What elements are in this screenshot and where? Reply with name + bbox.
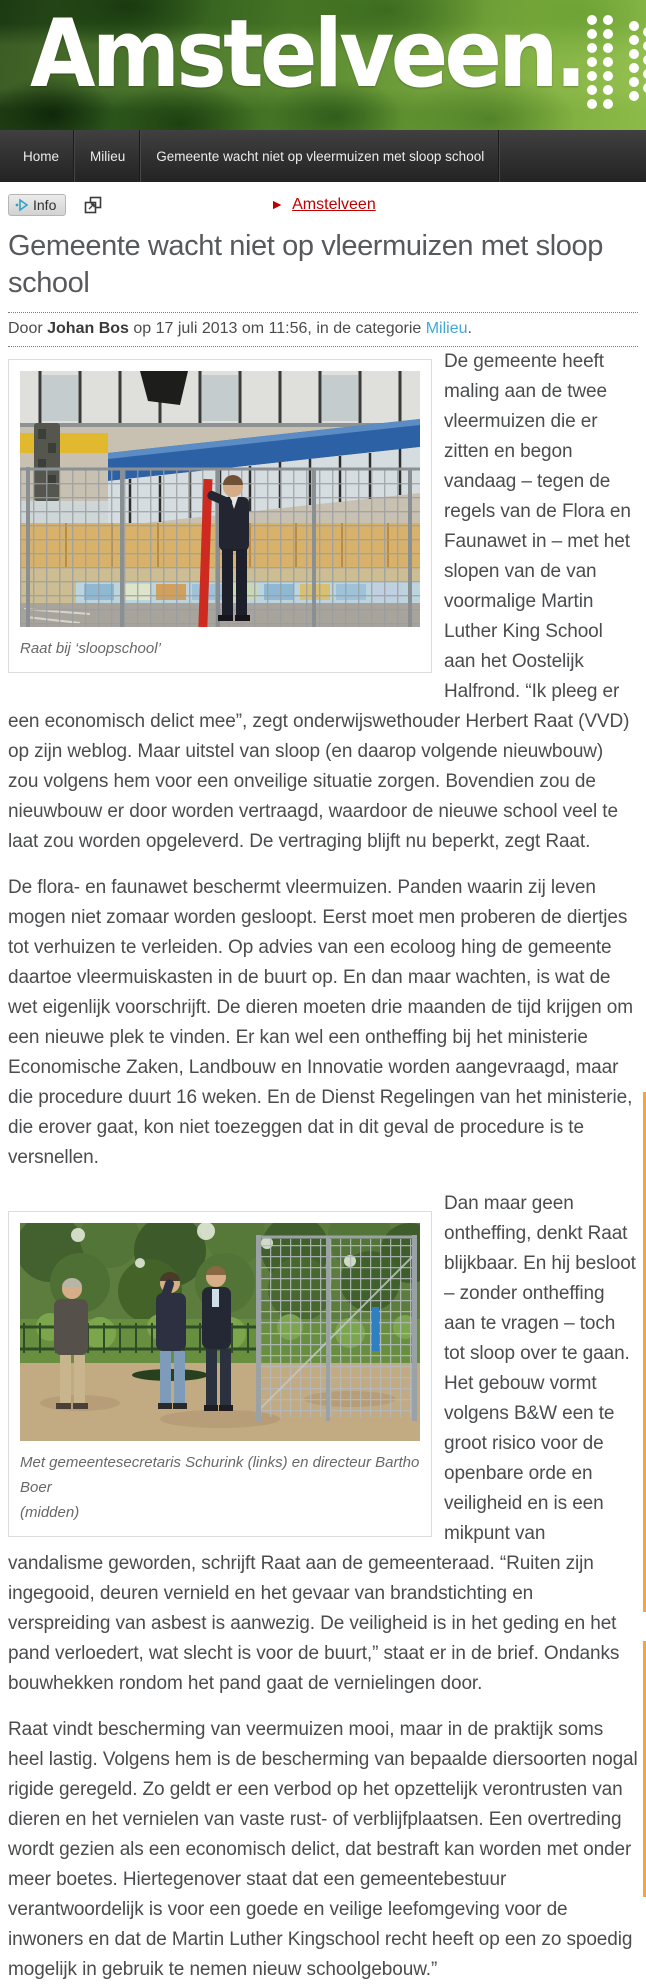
figure-caption-line1: Met gemeentesecretaris Schurink (links) en directeur Bartho Boer [20, 1454, 420, 1496]
nav-item-current-article[interactable]: Gemeente wacht niet op vleermuizen met sloop school [141, 130, 500, 182]
main-nav [0, 130, 646, 182]
article-body [8, 347, 638, 1985]
byline [8, 313, 638, 346]
figure-caption-line2: (midden) [20, 1504, 80, 1521]
article [0, 228, 646, 1985]
paragraph-1: De gemeente heeft maling aan de twee vleermuizen die er zitten en begon vandaag – tegen de regels van de Flora en Faunawet in – met het slopen van de van voormalige Martin Luther King School aan het Oostelijk Halfrond. “Ik pleeg er een economisch delict mee”, zegt onderwijswethouder Herbert Raat (VVD) op zijn weblog. Maar uitstel van sloop (en daarop volgende nieuwbouw) zou volgens hem voor een onveilige situatie zorgen. Bovendien zou de nieuwbouw er door worden vertraagd, waardoor de nieuwe school veel te laat zou worden opgeleverd. De vertraging blijft nu beperkt, zegt Raat. [8, 351, 631, 852]
category-banner-label[interactable]: Amstelveen [292, 196, 376, 213]
byline-date: op 17 juli 2013 om 11:56, in de categorie [128, 320, 426, 337]
nav-item-home[interactable]: Home [8, 130, 75, 182]
photo-officials-at-fence [20, 1223, 420, 1441]
arrow-right-icon: ► [270, 196, 285, 212]
byline-suffix: . [467, 320, 472, 337]
toolbar-row [8, 194, 638, 220]
category-banner-link[interactable] [8, 196, 638, 214]
figure-sloopschool[interactable] [8, 359, 432, 673]
byline-category-link[interactable]: Milieu [425, 320, 468, 337]
paragraph-2: De flora- en faunawet beschermt vleermuizen. Panden waarin zij leven mogen niet zomaar worden gesloopt. Eerst moet men proberen de diertjes tot verhuizen te verleiden. Op advies van een ecoloog hing de gemeente daartoe vleermuiskasten in de buurt op. En dan maar wachten, is wat de wet eigenlijk voorschrijft. De dieren moeten drie maanden de tijd krijgen om een nieuwe plek te vinden. Er kan wel een ontheffing bij het ministerie Economische Zaken, Landbouw en Innovatie worden aangevraagd, maar die procedure duurt 16 weken. En de Dienst Regelingen van het ministerie, die erover gaat, kon niet toezeggen dat in dit geval de procedure is te versnellen. [8, 877, 633, 1168]
figure-caption [20, 1450, 420, 1525]
byline-prefix: Door [8, 320, 48, 337]
nav-item-milieu[interactable]: Milieu [75, 130, 141, 182]
logo-dots-icon [582, 6, 646, 120]
page-title: Gemeente wacht niet op vleermuizen met sloop school [8, 230, 603, 299]
info-label: Info [33, 197, 57, 213]
figure-caption: Raat bij ‘sloopschool’ [20, 640, 161, 657]
paragraph-4: Raat vindt bescherming van veermuizen mooi, maar in de praktijk soms heel lastig. Volgens hem is de bescherming van bepaalde diersoorten nogal rigide geregeld. Zo geldt er een verbod op het opzettelijk verontrusten van dieren en het vernielen van vaste rust- of verblijfplaatsen. Een overtreding wordt gezien als een economisch delict, dat bestraft kan worden met onder meer boetes. Hiertegenover staat dat een gemeentebestuur verantwoordelijk is voor een goede en veilige leefomgeving voor de inwoners en dat de Martin Luther Kingschool recht heeft op een zo spoedig mogelijk in gebruik te nemen nieuw schoolgebouw.” [8, 1719, 638, 1980]
figure-visit[interactable] [8, 1211, 432, 1537]
paragraph-3: Dan maar geen ontheffing, denkt Raat blijkbaar. En hij besloot – zonder ontheffing aan te vragen – toch tot sloop over te gaan. Het gebouw vormt volgens B&W een te groot risico voor de openbare orde en veiligheid en is een mikpunt van vandalisme geworden, schrijft Raat aan de gemeenteraad. “Ruiten zijn ingegooid, deuren vernield en het gevaar van brandstichting en verspreiding van asbest is aanwezig. De veiligheid is in het geding en het pand verloedert, wat slecht is voor de buurt,” staat er in de brief. Ondanks bouwhekken rondom het pand gaat de vernielingen door. [8, 1193, 636, 1694]
photo-school-building [20, 371, 420, 627]
site-header-banner [0, 0, 646, 130]
site-logo[interactable]: Amstelveen. [30, 0, 584, 109]
author-name: Johan Bos [47, 320, 129, 337]
